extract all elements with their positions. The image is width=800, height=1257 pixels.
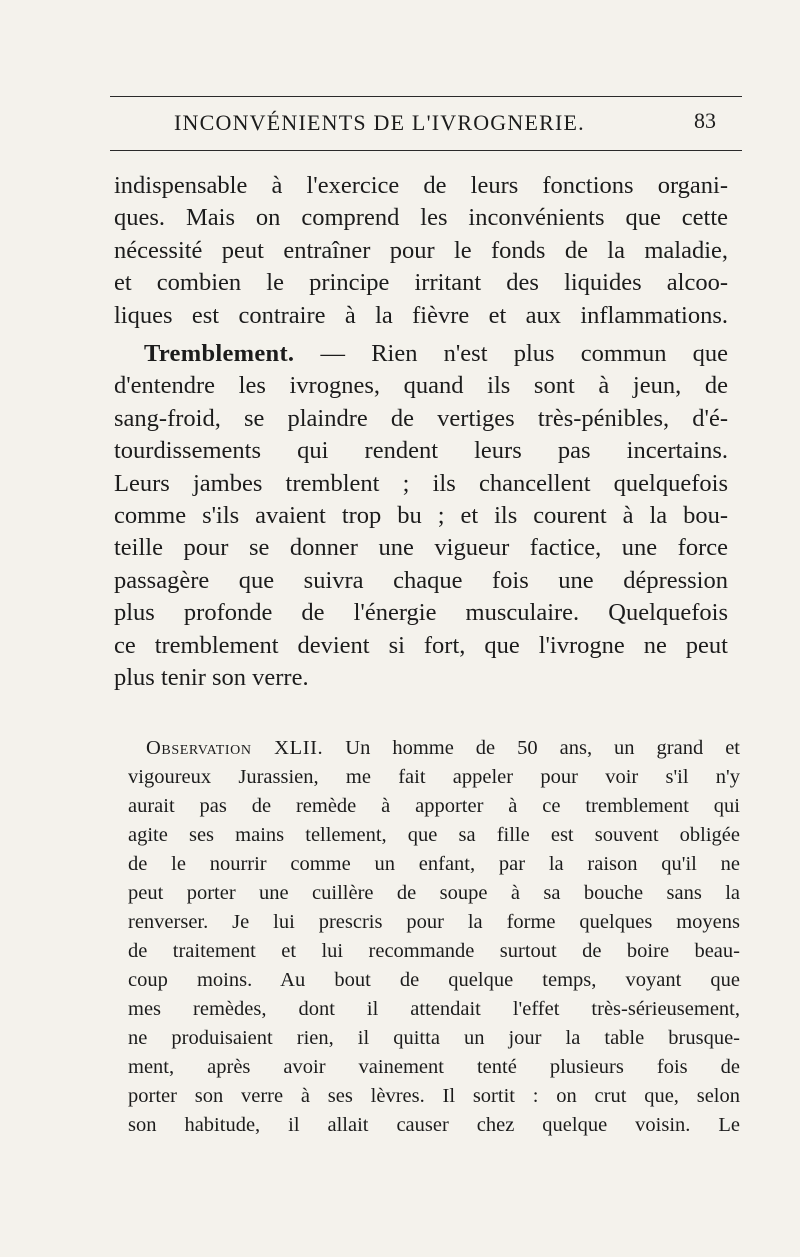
text-line: coup moins. Au bout de quelque temps, voyant que [128,969,740,991]
running-head [110,104,742,144]
text-line: liques est contraire à la fièvre et aux inflammations. [114,301,728,329]
text-line: son habitude, il allait causer chez quelque voisin. Le [128,1114,740,1136]
text-line: porter son verre à ses lèvres. Il sortit : on crut que, selon [128,1085,740,1107]
text-line: agite ses mains tellement, que sa fille est souvent obligée [128,824,740,846]
text-line: passagère que suivra chaque fois une dépression [114,566,728,594]
text-line: Leurs jambes tremblent ; ils chancellent quelquefois [114,469,728,497]
text-line: ques. Mais on comprend les inconvénients que cette [114,204,728,232]
header-bottom-rule [110,150,742,151]
text-line: comme s'ils avaient trop bu ; et ils courent à la bou- [114,502,728,530]
text-line: de traitement et lui recommande surtout de boire beau- [128,940,740,962]
paragraph-continuation [114,170,728,332]
header-top-rule [110,96,742,97]
text-line: et combien le principe irritant des liquides alcoo- [114,269,728,297]
text-line: ne produisaient rien, il quitta un jour la table brusque- [128,1027,740,1049]
main-text [114,170,728,695]
text-line: d'entendre les ivrognes, quand ils sont à jeun, de [114,372,728,400]
text-line: ce tremblement devient si fort, que l'ivrogne ne peut [114,631,728,659]
text-line: plus profonde de l'énergie musculaire. Quelquefois [114,599,728,627]
running-title: INCONVÉNIENTS DE L'IVROGNERIE. [174,110,585,135]
observation-paragraph [128,734,740,1140]
text-line: indispensable à l'exercice de leurs fonctions organi- [114,172,728,199]
paragraph-tremblement [114,338,728,694]
text-line: tourdissements qui rendent leurs pas incertains. [114,437,728,465]
observation-label: Observation XLII. [146,737,324,759]
observation-line-rest: Un homme de 50 ans, un grand et [323,737,740,759]
text-line: peut porter une cuillère de soupe à sa bouche sans la [128,882,740,904]
text-line: mes remèdes, dont il attendait l'effet très-sérieusement, [128,998,740,1020]
text-line: teille pour se donner une vigueur factice, une force [114,534,728,562]
text-line: sang-froid, se plaindre de vertiges très-pénibles, d'é- [114,404,728,432]
page-number: 83 [694,108,716,133]
section-heading: Tremblement. [144,340,295,368]
text-line: ment, après avoir vainement tenté plusieurs fois de [128,1056,740,1078]
heading-line-rest: — Rien n'est plus commun que [294,340,728,368]
text-line: vigoureux Jurassien, me fait appeler pour voir s'il n'y [128,766,740,788]
text-line [128,734,740,763]
observation-block [128,734,740,1140]
text-line: nécessité peut entraîner pour le fonds de la maladie, [114,236,728,264]
text-line: renverser. Je lui prescris pour la forme quelques moyens [128,911,740,933]
text-line [114,338,728,370]
text-line: de le nourrir comme un enfant, par la raison qu'il ne [128,853,740,875]
text-line: plus tenir son verre. [114,664,309,692]
text-line: aurait pas de remède à apporter à ce tremblement qui [128,795,740,817]
